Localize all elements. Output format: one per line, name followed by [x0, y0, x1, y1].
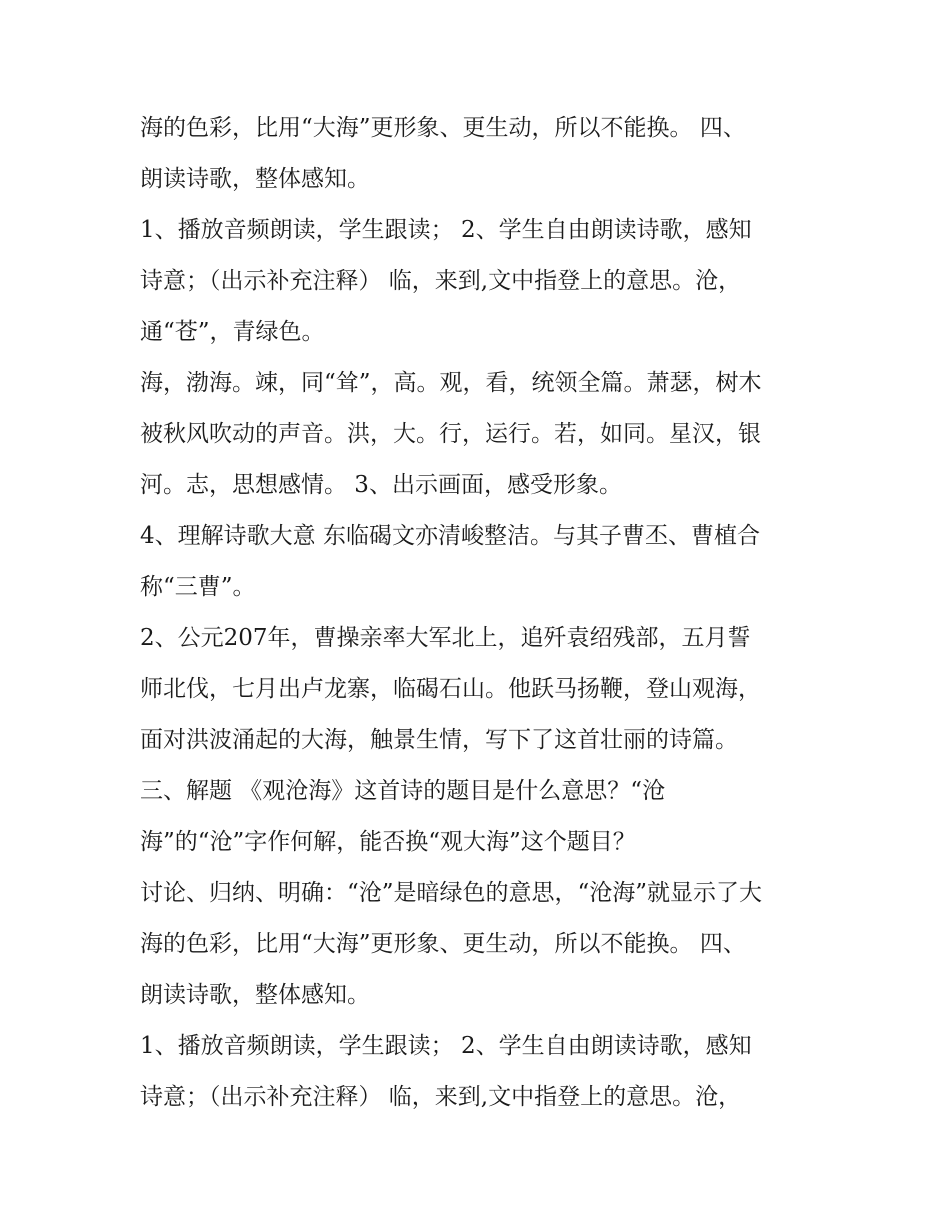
text-line: 海”的“沧”字作何解，能否换“观大海”这个题目？	[140, 829, 636, 855]
text-line: 海的色彩，比用“大海”更形象、更生动，所以不能换。 四、	[140, 115, 746, 141]
text-line: 通“苍”，青绿色。	[140, 319, 325, 345]
text-line: 2、公元207年，曹操亲率大军北上，追歼袁绍残部，五月誓	[140, 625, 751, 651]
text-line: 诗意；（出示补充注释） 临，来到,文中指登上的意思。沧，	[140, 268, 742, 294]
text-line: 河。志，思想感情。 3、出示画面，感受形象。	[140, 472, 622, 498]
text-line: 称“三曹”。	[140, 574, 256, 600]
text-line: 被秋风吹动的声音。洪，大。行，运行。若，如同。星汉，银	[140, 421, 761, 447]
text-line: 三、解题 《观沧海》这首诗的题目是什么意思？“沧	[140, 778, 666, 804]
text-line: 1、播放音频朗读，学生跟读； 2、学生自由朗读诗歌，感知	[140, 217, 752, 243]
text-line: 面对洪波涌起的大海，触景生情，写下了这首壮丽的诗篇。	[140, 727, 738, 753]
text-line: 诗意；（出示补充注释） 临，来到,文中指登上的意思。沧，	[140, 1084, 742, 1110]
text-line: 师北伐，七月出卢龙寨，临碣石山。他跃马扬鞭，登山观海，	[140, 676, 761, 702]
text-line: 海的色彩，比用“大海”更形象、更生动，所以不能换。 四、	[140, 931, 746, 957]
text-line: 海，渤海。竦，同“耸”，高。观，看，统领全篇。萧瑟，树木	[140, 370, 762, 396]
text-line: 讨论、归纳、明确：“沧”是暗绿色的意思，“沧海”就显示了大	[140, 880, 763, 906]
document-body	[140, 103, 830, 1123]
text-line: 朗读诗歌，整体感知。	[140, 166, 370, 192]
text-line: 4、理解诗歌大意 东临碣文亦清峻整洁。与其子曹丕、曹植合	[140, 523, 760, 549]
text-line: 朗读诗歌，整体感知。	[140, 982, 370, 1008]
text-line: 1、播放音频朗读，学生跟读； 2、学生自由朗读诗歌，感知	[140, 1033, 752, 1059]
